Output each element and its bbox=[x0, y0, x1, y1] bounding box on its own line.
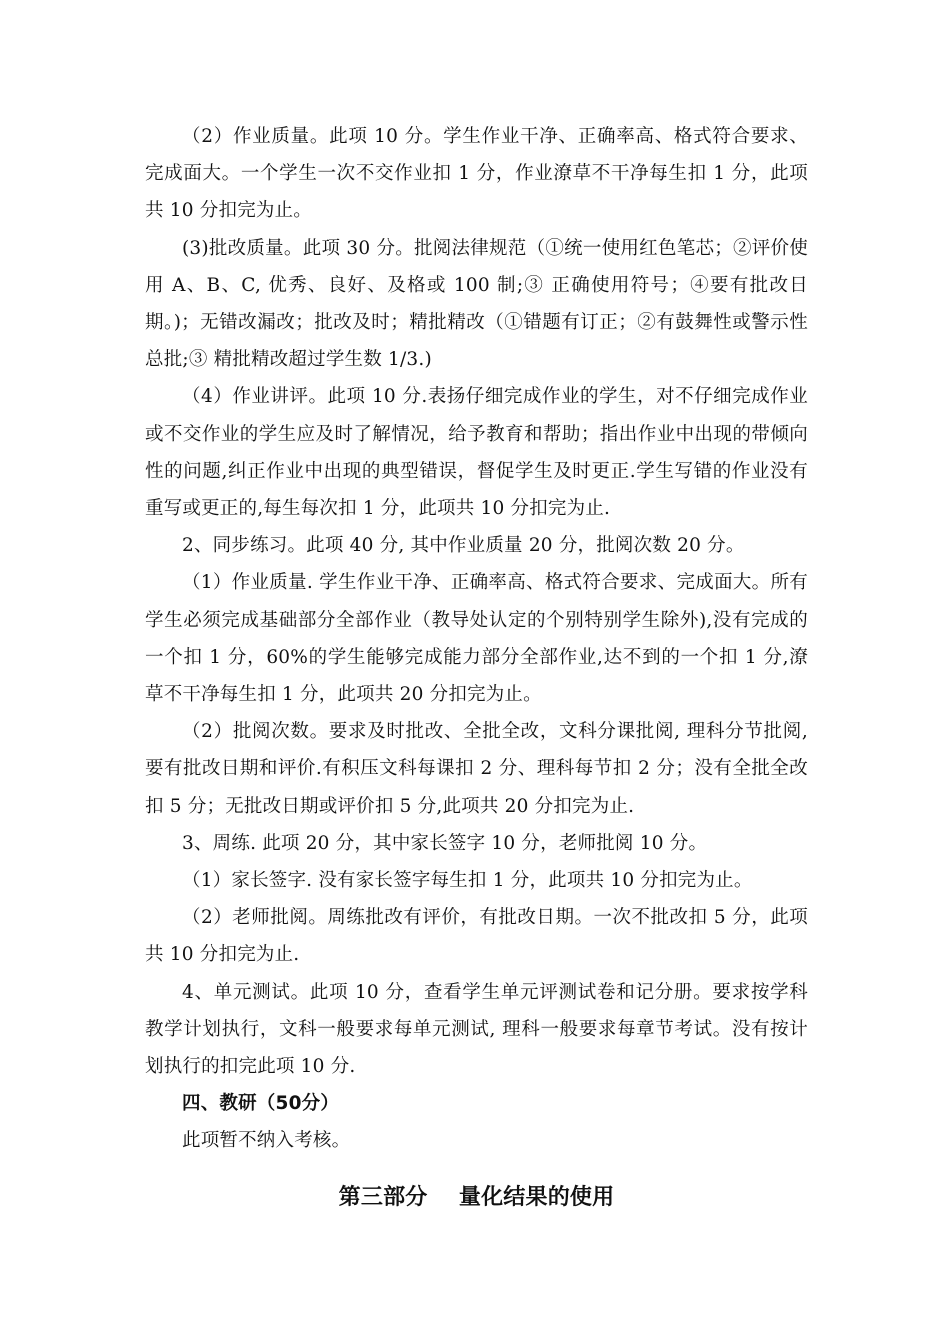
heading-note: 此项暂不纳入考核。 bbox=[182, 1130, 351, 1152]
part-title: 第三部分 量化结果的使用 bbox=[338, 1184, 615, 1210]
document-body bbox=[145, 118, 808, 1220]
paragraph-unit-test: 4、单元测试。此项 10 分，查看学生单元评测试卷和记分册。要求按学科教学计划执行，文科一般要求每单元测试, 理科一般要求每章节考试。没有按计划执行的扣完此项 10 分. bbox=[145, 981, 808, 1078]
paragraph-grading-quality: (3)批改质量。此项 30 分。批阅法律规范（①统一使用红色笔芯；②评价使用 A、B、C, 优秀、良好、及格或 100 制;③ 正确使用符号；④要有批改日期。)；无错改漏改；批改及时；精批精改（①错题有订正；②有鼓舞性或警示性总批;③ 精批精改超过学生数 1/3.) bbox=[145, 237, 808, 371]
section-heading-research: 四、教研（50分） bbox=[182, 1093, 340, 1115]
paragraph-sync-practice: 2、同步练习。此项 40 分, 其中作业质量 20 分，批阅次数 20 分。 bbox=[182, 535, 745, 557]
paragraph-homework-quality: （2）作业质量。此项 10 分。学生作业干净、正确率高、格式符合要求、完成面大。一个学生一次不交作业扣 1 分，作业潦草不干净每生扣 1 分，此项共 10 分扣完为止。 bbox=[145, 126, 808, 222]
paragraph-grading-frequency: （2）批阅次数。要求及时批改、全批全改，文科分课批阅, 理科分节批阅,要有批改日期和评价.有积压文科每课扣 2 分、理科每节扣 2 分；没有全批全改扣 5 分；无批改日期或评价扣 5 分,此项共 20 分扣完为止. bbox=[145, 721, 808, 817]
paragraph-teacher-review: （2）老师批阅。周练批改有评价，有批改日期。一次不批改扣 5 分，此项共 10 分扣完为止. bbox=[145, 907, 808, 966]
paragraph-homework-review: （4）作业讲评。此项 10 分.表扬仔细完成作业的学生，对不仔细完成作业或不交作业的学生应及时了解情况，给予教育和帮助；指出作业中出现的带倾向性的问题,纠正作业中出现的典型错误，督促学生及时更正.学生写错的作业没有重写或更正的,每生每次扣 1 分，此项共 10 分扣完为止. bbox=[145, 386, 808, 520]
paragraph-sync-quality: （1）作业质量. 学生作业干净、正确率高、格式符合要求、完成面大。所有学生必须完成基础部分全部作业（教导处认定的个别特别学生除外),没有完成的一个扣 1 分，60%的学生能够完成能力部分全部作业,达不到的一个扣 1 分,潦草不干净每生扣 1 分，此项共 20 分扣完为止。 bbox=[145, 572, 808, 706]
paragraph-parent-signature: （1）家长签字. 没有家长签字每生扣 1 分，此项共 10 分扣完为止。 bbox=[182, 870, 753, 892]
paragraph-weekly-practice: 3、周练. 此项 20 分，其中家长签字 10 分，老师批阅 10 分。 bbox=[182, 832, 708, 854]
